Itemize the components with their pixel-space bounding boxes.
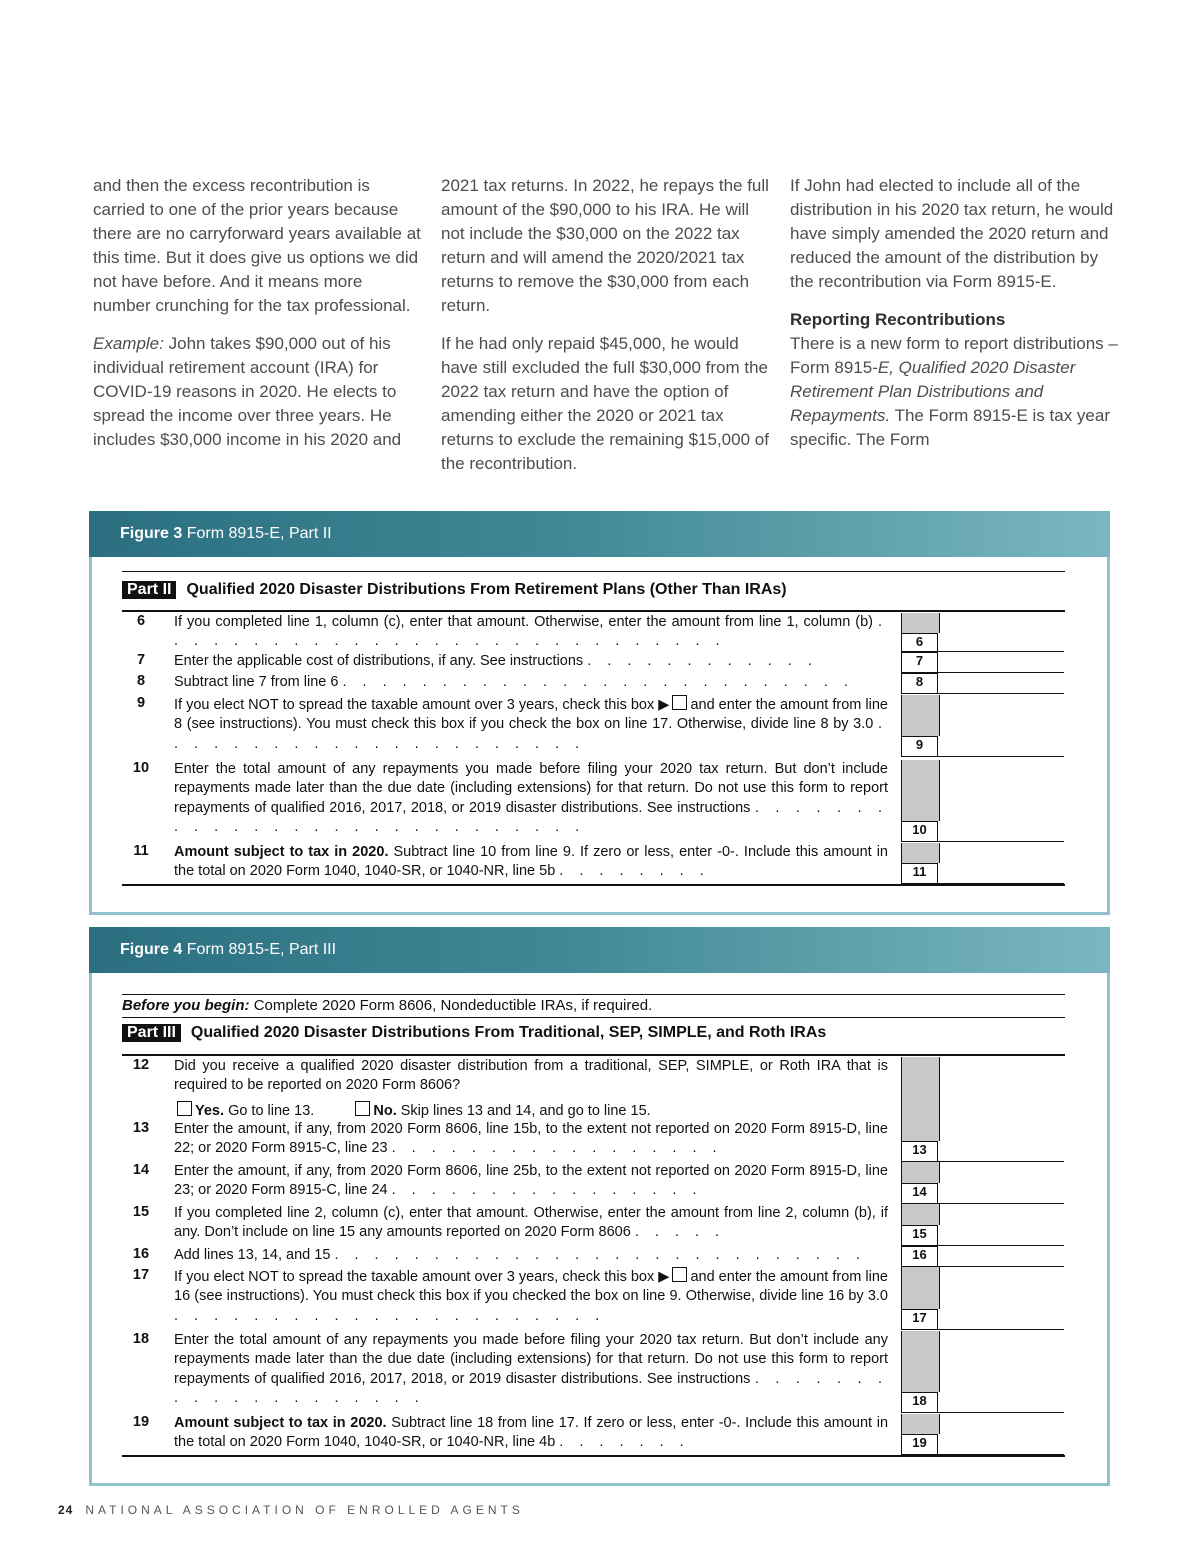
line-text: If you elect NOT to spread the taxable amount over 3 years, check this box ▶ and enter the amount from line 16 (see instructions). You must check this box if you checked the box on line 9. Otherwise, divide line 16 by 3.0 . . . . . . . . . . . . . . . . . . . . . . bbox=[174, 1269, 888, 1324]
line-text bbox=[174, 1057, 888, 1121]
form-line bbox=[122, 1331, 1065, 1413]
column-3 bbox=[790, 174, 1118, 466]
before-you-begin bbox=[122, 997, 652, 1014]
line-19-bold: Amount subject to tax in 2020. bbox=[174, 1415, 387, 1431]
line-13-text: Enter the amount, if any, from 2020 Form 8606, line 15b, to the extent not reported on 2020 Form 8915-D, line 22; or 2020 Form 8915-C, line 23 bbox=[174, 1121, 888, 1157]
figure-3-label: Figure 3 bbox=[120, 525, 183, 542]
form-line bbox=[122, 760, 1065, 841]
figure-4-title: Form 8915-E, Part III bbox=[186, 941, 337, 958]
line-box-15: 15 bbox=[901, 1225, 938, 1246]
part-iii-tag: Part III bbox=[122, 1024, 181, 1042]
line-box-7: 7 bbox=[901, 652, 938, 673]
figure-4-caption bbox=[89, 927, 1110, 973]
line-16-text: Add lines 13, 14, and 15 bbox=[174, 1247, 331, 1263]
figure-3-caption bbox=[89, 511, 1110, 557]
line-box-19: 19 bbox=[901, 1434, 938, 1455]
line-10-text: Enter the total amount of any repayments you made before filing your 2020 tax return. But don’t include repayments made later than the due date (including extensions) for that return. Do not use this form to report repayments of qualified 2016, 2017, 2018, or 2019 disaster distributions. See instructions bbox=[174, 761, 888, 816]
form-part-ii bbox=[122, 571, 1065, 891]
form-line bbox=[122, 652, 1065, 673]
no-checkbox[interactable] bbox=[355, 1101, 370, 1116]
line-text: Add lines 13, 14, and 15 . . . . . . . . . . . . . . . . . . . . . . . . . . . bbox=[174, 1247, 866, 1263]
line-number: 7 bbox=[136, 652, 146, 668]
example-label: Example: bbox=[93, 334, 164, 353]
figure-3-title: Form 8915-E, Part II bbox=[186, 525, 332, 542]
col3-paragraph-2 bbox=[790, 308, 1118, 452]
line-number: 6 bbox=[136, 613, 146, 629]
line-18-text: Enter the total amount of any repayments you made before filing your 2020 tax return. But don’t include any repayments made later than the due date (including extensions) for that return. Do not use this form to report repayments of qualified 2016, 2017, 2018, or 2019 disaster distributions. See instructions bbox=[174, 1332, 888, 1387]
line-8-text: Subtract line 7 from line 6 bbox=[174, 674, 339, 690]
line-12-text: Did you receive a qualified 2020 disaster distribution from a traditional, SEP, SIMPLE, or Roth IRA that is required to be reported on 2020 Form 8606? bbox=[174, 1058, 888, 1094]
line-11-text: Subtract line 10 from line 9. If zero or less, enter -0-. Include this amount in the total on 2020 Form 1040, 1040-SR, or 1040-NR, line 5b bbox=[174, 844, 888, 880]
line-11-bold: Amount subject to tax in 2020. bbox=[174, 844, 389, 860]
line-number: 15 bbox=[132, 1204, 150, 1220]
line-box-11: 11 bbox=[901, 863, 938, 884]
line-text: Amount subject to tax in 2020. Subtract line 18 from line 17. If zero or less, enter -0-. Include this amount in the total on 2020 Form 1040, 1040-SR, or 1040-NR, line 4b . . . . . . . bbox=[174, 1415, 889, 1451]
line-number: 18 bbox=[132, 1331, 150, 1347]
part-ii-header bbox=[122, 581, 787, 599]
figure-4 bbox=[89, 927, 1110, 1486]
amount-field-8[interactable] bbox=[938, 673, 1064, 694]
form-line bbox=[122, 843, 1065, 884]
line-number: 8 bbox=[136, 673, 146, 689]
form-line bbox=[122, 1162, 1065, 1204]
before-label: Before you begin: bbox=[122, 997, 250, 1014]
line-box-18: 18 bbox=[901, 1392, 938, 1413]
line-9-text-b: and enter the amount from line 8 (see instructions). You must check this box if you check the box on line 17. Otherwise, divide line 8 by 3.0 bbox=[174, 697, 888, 733]
line-text: Subtract line 7 from line 6 . . . . . . . . . . . . . . . . . . . . . . . . . . bbox=[174, 674, 854, 690]
amount-field-16[interactable] bbox=[938, 1246, 1064, 1267]
form-line bbox=[122, 695, 1065, 758]
form-line bbox=[122, 673, 1065, 694]
amount-field-11[interactable] bbox=[938, 843, 1064, 884]
line-box-8: 8 bbox=[901, 673, 938, 694]
line-19-text: Subtract line 18 from line 17. If zero or less, enter -0-. Include this amount in the total on 2020 Form 1040, 1040-SR, or 1040-NR, line 4b bbox=[174, 1415, 889, 1451]
part-iii-header bbox=[122, 1024, 826, 1042]
line-text: If you completed line 1, column (c), enter that amount. Otherwise, enter the amount from line 1, column (b) . . . . . . . . . . . . . . . . . . . . . . . . . . . . . bbox=[174, 614, 888, 650]
amount-field-6[interactable] bbox=[938, 613, 1064, 652]
form-line bbox=[122, 613, 1065, 651]
col2-paragraph-1: 2021 tax returns. In 2022, he repays the full amount of the $90,000 to his IRA. He will not include the $30,000 on the 2022 tax return and will amend the 2020/2021 tax returns to remove the $30,000 from each return. bbox=[441, 176, 769, 315]
line-number: 16 bbox=[132, 1246, 150, 1262]
line-number: 17 bbox=[132, 1267, 150, 1283]
line-number: 14 bbox=[132, 1162, 150, 1178]
form-line bbox=[122, 1057, 1065, 1120]
line-box-14: 14 bbox=[901, 1183, 938, 1204]
part-iii-title: Qualified 2020 Disaster Distributions From Traditional, SEP, SIMPLE, and Roth IRAs bbox=[190, 1024, 827, 1041]
figure-4-label: Figure 4 bbox=[120, 941, 183, 958]
form-part-iii bbox=[122, 994, 1065, 1464]
line-number: 13 bbox=[132, 1120, 150, 1136]
col3-paragraph-1: If John had elected to include all of the distribution in his 2020 tax return, he would have simply amended the 2020 return and reduced the amount of the distribution by the recontribution via Form 8915-E. bbox=[790, 176, 1114, 291]
amount-field-18[interactable] bbox=[938, 1331, 1064, 1413]
line-text: Amount subject to tax in 2020. Subtract line 10 from line 9. If zero or less, enter -0-. Include this amount in the total on 2020 Form 1040, 1040-SR, or 1040-NR, line 5b . . . . . . . . bbox=[174, 844, 888, 880]
amount-field-10[interactable] bbox=[938, 760, 1064, 842]
page-footer bbox=[58, 1503, 524, 1517]
part-ii-tag: Part II bbox=[122, 581, 176, 599]
no-text: Skip lines 13 and 14, and go to line 15. bbox=[400, 1102, 651, 1119]
section-heading: Reporting Recontributions bbox=[790, 310, 1006, 329]
publisher-name: NATIONAL ASSOCIATION OF ENROLLED AGENTS bbox=[85, 1503, 524, 1517]
form-line bbox=[122, 1204, 1065, 1246]
column-2 bbox=[441, 174, 769, 490]
line-text: Enter the total amount of any repayments you made before filing your 2020 tax return. But don’t include repayments made later than the due date (including extensions) for that return. Do not use this form to report repayments of qualified 2016, 2017, 2018, or 2019 disaster distributions. See instructions . . . . . . . . . . . . . . . . . . . . . . . . . . . . bbox=[174, 761, 888, 835]
col2-paragraph-2: If he had only repaid $45,000, he would have still excluded the full $30,000 from the 2022 tax return and have the option of amending either the 2020 or 2021 tax returns to exclude the remaining $15,000 of the recontribution. bbox=[441, 334, 769, 473]
amount-field-9[interactable] bbox=[938, 695, 1064, 757]
col3-text-a: There is a new form to report distributions – Form 8915- bbox=[790, 334, 1118, 377]
line-text: Enter the amount, if any, from 2020 Form 8606, line 15b, to the extent not reported on 2020 Form 8915-D, line 22; or 2020 Form 8915-C, line 23 . . . . . . . . . . . . . . . . . bbox=[174, 1121, 888, 1157]
line-17-checkbox[interactable] bbox=[672, 1267, 687, 1282]
amount-field-14[interactable] bbox=[938, 1162, 1064, 1204]
col3-text-em: E, Qualified 2020 Disaster Retirement Plan Distributions and Repayments. bbox=[790, 358, 1076, 425]
amount-field-7[interactable] bbox=[938, 652, 1064, 673]
form-line bbox=[122, 1267, 1065, 1330]
column-1 bbox=[93, 174, 421, 466]
line-text: Enter the amount, if any, from 2020 Form 8606, line 25b, to the extent not reported on 2020 Form 8915-D, line 23; or 2020 Form 8915-C, line 24 . . . . . . . . . . . . . . . . bbox=[174, 1163, 888, 1199]
col1-paragraph-2 bbox=[93, 332, 421, 452]
yes-text: Go to line 13. bbox=[228, 1102, 315, 1119]
figure-3 bbox=[89, 511, 1110, 915]
line-text: Enter the applicable cost of distributions, if any. See instructions . . . . . . . . . . . . bbox=[174, 653, 818, 669]
line-number: 19 bbox=[132, 1414, 150, 1430]
amount-field-12 bbox=[938, 1057, 1064, 1120]
form-line bbox=[122, 1414, 1065, 1455]
amount-field-17[interactable] bbox=[938, 1267, 1064, 1330]
line-text: If you elect NOT to spread the taxable amount over 3 years, check this box ▶ and enter the amount from line 8 (see instructions). You must check this box if you check the box on line 17. Otherwise, divide line 8 by 3.0 . . . . . . . . . . . . . . . . . . . . . . bbox=[174, 697, 888, 752]
amount-field-13[interactable] bbox=[938, 1120, 1064, 1162]
part-ii-title: Qualified 2020 Disaster Distributions From Retirement Plans (Other Than IRAs) bbox=[186, 581, 787, 598]
line-17-text-a: If you elect NOT to spread the taxable amount over 3 years, check this box ▶ bbox=[174, 1269, 670, 1285]
example-text: John takes $90,000 out of his individual retirement account (IRA) for COVID-19 reasons in 2020. He elects to spread the income over three years. He includes $30,000 income in his 2020 and bbox=[93, 334, 402, 449]
line-9-checkbox[interactable] bbox=[672, 695, 687, 710]
form-line bbox=[122, 1120, 1065, 1162]
amount-field-19[interactable] bbox=[938, 1414, 1064, 1455]
line-number: 10 bbox=[132, 760, 150, 776]
line-9-text-a: If you elect NOT to spread the taxable amount over 3 years, check this box ▶ bbox=[174, 697, 670, 713]
yes-checkbox[interactable] bbox=[177, 1101, 192, 1116]
line-number: 12 bbox=[132, 1057, 150, 1073]
no-label: No. bbox=[373, 1102, 397, 1119]
col1-paragraph-1: and then the excess recontribution is carried to one of the prior years because there are no carryforward years available at this time. But it does give us options we did not have before. And it means more number crunching for the tax professional. bbox=[93, 176, 421, 315]
line-6-text: If you completed line 1, column (c), enter that amount. Otherwise, enter the amount from line 1, column (b) bbox=[174, 614, 873, 630]
page-number: 24 bbox=[58, 1503, 74, 1517]
line-15-text: If you completed line 2, column (c), enter that amount. Otherwise, enter the amount from line 2, column (b), if any. Don’t include on line 15 any amounts reported on 2020 Form 8606 bbox=[174, 1205, 888, 1241]
line-box-6: 6 bbox=[901, 633, 938, 652]
line-number: 9 bbox=[136, 695, 146, 711]
form-line bbox=[122, 1246, 1065, 1267]
line-box-16: 16 bbox=[901, 1246, 938, 1267]
yes-label: Yes. bbox=[195, 1102, 225, 1119]
line-box-10: 10 bbox=[901, 821, 938, 842]
line-box-13: 13 bbox=[901, 1141, 938, 1162]
line-14-text: Enter the amount, if any, from 2020 Form 8606, line 25b, to the extent not reported on 2020 Form 8915-D, line 23; or 2020 Form 8915-C, line 24 bbox=[174, 1163, 888, 1199]
line-17-text-b: and enter the amount from line 16 (see instructions). You must check this box if you checked the box on line 9. Otherwise, divide line 16 by 3.0 bbox=[174, 1269, 888, 1305]
line-text: If you completed line 2, column (c), enter that amount. Otherwise, enter the amount from line 2, column (b), if any. Don’t include on line 15 any amounts reported on 2020 Form 8606 . . . . . bbox=[174, 1205, 888, 1241]
line-number: 11 bbox=[133, 843, 149, 859]
col3-text-b: The Form 8915-E is tax year specific. The Form bbox=[790, 406, 1111, 449]
line-7-text: Enter the applicable cost of distributions, if any. See instructions bbox=[174, 653, 584, 669]
line-box-9: 9 bbox=[901, 736, 938, 757]
before-text: Complete 2020 Form 8606, Nondeductible IRAs, if required. bbox=[253, 997, 653, 1014]
line-text: Enter the total amount of any repayments you made before filing your 2020 tax return. But don’t include any repayments made later than the due date (including extensions) for that return. Do not use this form to report repayments of qualified 2016, 2017, 2018, or 2019 disaster distributions. See instructions . . . . . . . . . . . . . . . . . . . . bbox=[174, 1332, 888, 1406]
line-box-17: 17 bbox=[901, 1309, 938, 1330]
amount-field-15[interactable] bbox=[938, 1204, 1064, 1246]
